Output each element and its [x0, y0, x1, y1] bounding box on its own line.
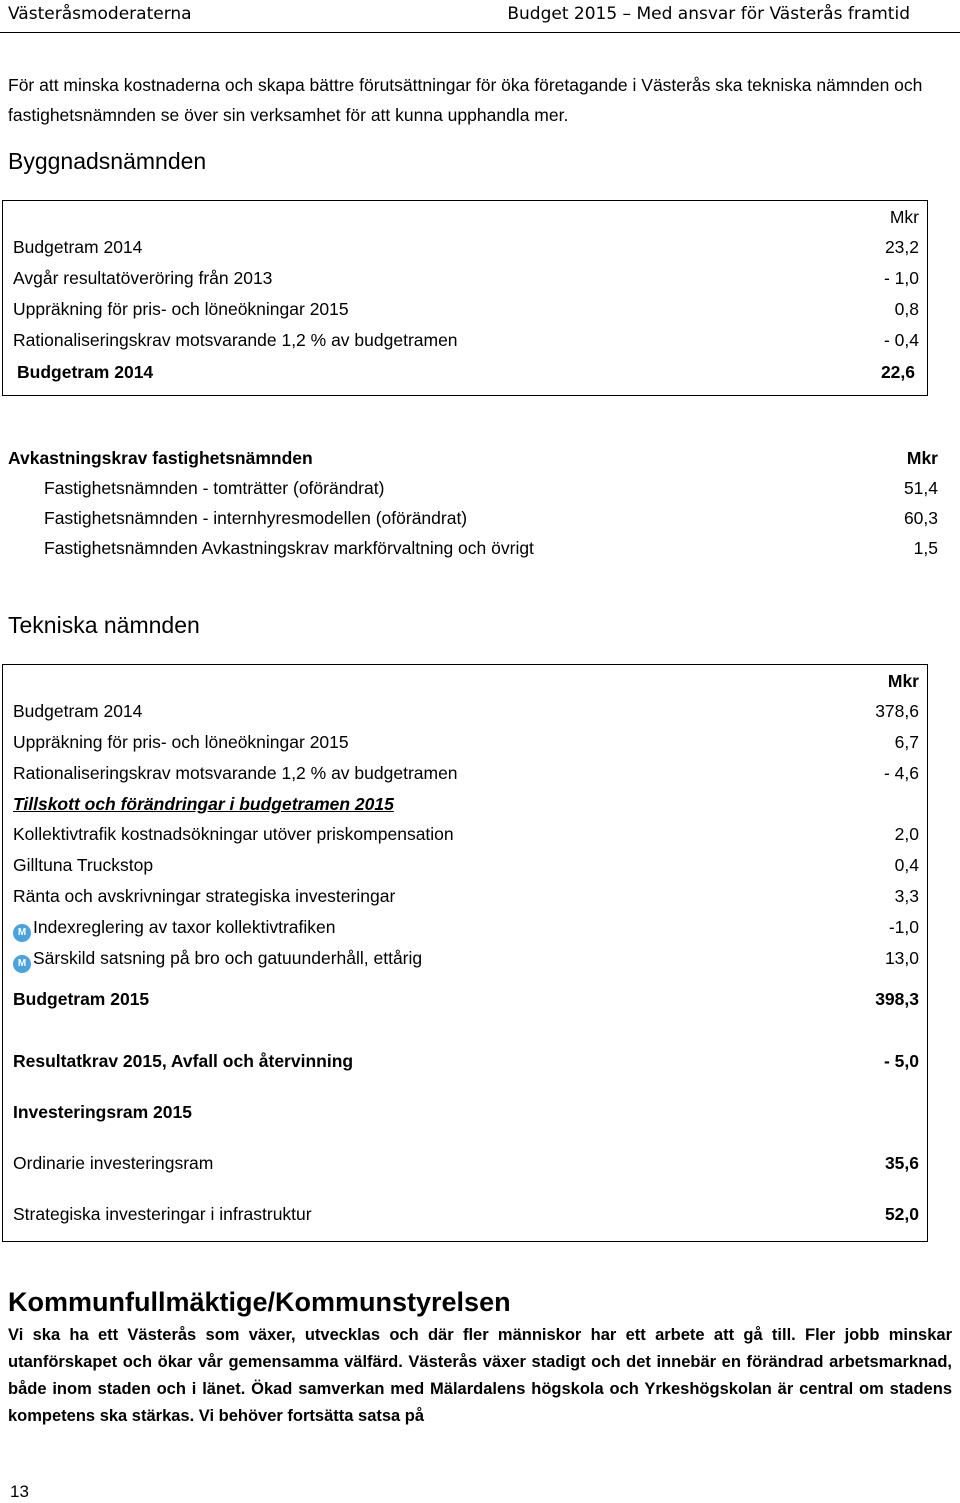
table-row [0, 508, 960, 538]
row-value: - 0,4 [883, 330, 919, 350]
tekn-result-row [3, 1051, 927, 1081]
row-label-text: Särskild satsning på bro och gatuunderhåll, ettårig [33, 948, 423, 968]
ks-paragraph: Vi ska ha ett Västerås som växer, utvecklas och där fler människor har ett arbete att gå till. Fler jobb minskar utanförskapet och ökar vår gemensamma välfärd. Västerås växer stadigt och det innebär en förändrad arbetsmarknad, både inom staden och i länet. Ökad samverkan med Mälardalens högskola och Yrkeshögskolan är central om stadens kompetens ska stärkas. Vi behöver fortsätta satsa på [8, 1326, 952, 1425]
row-value: 23,2 [884, 237, 919, 257]
row-value: 22,6 [880, 362, 915, 382]
row-label: Rationaliseringskrav motsvarande 1,2 % av budgetramen [13, 763, 458, 783]
row-value: 0,8 [894, 299, 919, 319]
table-row [3, 268, 927, 298]
table-row [3, 1204, 927, 1234]
table-row [3, 886, 927, 916]
table-row [3, 701, 927, 731]
page-number: 13 [10, 1482, 29, 1501]
header-left: Västeråsmoderaterna [8, 4, 192, 24]
row-label [13, 948, 422, 973]
row-label: Rationaliseringskrav motsvarande 1,2 % av budgetramen [13, 330, 458, 350]
tekn-table [2, 664, 928, 1242]
tekn-subheading: Tillskott och förändringar i budgetramen 2015 [13, 794, 394, 814]
row-label: Ordinarie investeringsram [13, 1153, 214, 1173]
row-label: Uppräkning för pris- och löneökningar 2015 [13, 299, 349, 319]
row-value: 398,3 [875, 989, 919, 1009]
row-value: 35,6 [884, 1153, 919, 1173]
row-value: - 1,0 [883, 268, 919, 288]
table-row [3, 824, 927, 854]
row-label: Gilltuna Truckstop [13, 855, 154, 875]
tekn-title: Tekniska nämnden [8, 612, 200, 638]
moderaterna-logo-icon: M [13, 955, 31, 973]
avk-unit: Mkr [906, 448, 938, 468]
row-value: 13,0 [884, 948, 919, 968]
row-label: Strategiska investeringar i infrastruktur [13, 1204, 312, 1224]
bygg-title: Byggnadsnämnden [8, 148, 207, 174]
header-right: Budget 2015 – Med ansvar för Västerås framtid [507, 4, 910, 24]
table-row [3, 330, 927, 360]
header-divider [0, 32, 960, 33]
table-row [3, 1153, 927, 1183]
tekn-unit: Mkr [887, 671, 919, 691]
tekn-total-row [3, 989, 927, 1019]
bygg-unit-row [3, 207, 927, 237]
row-value: 1,5 [913, 538, 938, 558]
table-row [3, 732, 927, 762]
ks-title: Kommunfullmäktige/Kommunstyrelsen [8, 1287, 511, 1317]
row-value: -1,0 [888, 917, 919, 937]
tekn-inv-title: Investeringsram 2015 [13, 1102, 192, 1122]
tekn-unit-row [3, 671, 927, 701]
row-label: Budgetram 2014 [17, 362, 154, 382]
row-value: 51,4 [903, 478, 938, 498]
row-label: Fastighetsnämnden - tomträtter (oförändrat) [44, 478, 385, 498]
row-label [13, 917, 336, 942]
row-label: Budgetram 2014 [13, 237, 143, 257]
row-value: 2,0 [894, 824, 919, 844]
row-label: Fastighetsnämnden - internhyresmodellen (oförändrat) [44, 508, 468, 528]
intro-paragraph: För att minska kostnaderna och skapa bättre förutsättningar för öka företagande i Västerås ska tekniska nämnden och fastighetsnämnden se över sin verksamhet för att kunna upphandla mer. [8, 75, 923, 125]
table-row [3, 763, 927, 793]
moderaterna-logo-icon: M [13, 924, 31, 942]
row-value: 0,4 [894, 855, 919, 875]
table-row [0, 538, 960, 568]
row-value: 3,3 [894, 886, 919, 906]
row-label: Avgår resultatöveröring från 2013 [13, 268, 273, 288]
row-value: 6,7 [894, 732, 919, 752]
bygg-unit: Mkr [889, 207, 919, 227]
row-label: Kollektivtrafik kostnadsökningar utöver priskompensation [13, 824, 454, 844]
table-row [0, 478, 960, 508]
avk-title: Avkastningskrav fastighetsnämnden [8, 448, 313, 468]
row-value: 60,3 [903, 508, 938, 528]
row-value: 52,0 [884, 1204, 919, 1224]
avk-header-row [0, 448, 960, 478]
row-value: 378,6 [875, 701, 919, 721]
row-value: - 4,6 [883, 763, 919, 783]
table-row [3, 237, 927, 267]
tekn-inv-title-row [3, 1102, 927, 1132]
table-row [3, 948, 927, 978]
row-label-text: Indexreglering av taxor kollektivtrafiken [33, 917, 336, 937]
table-row [3, 855, 927, 885]
tekn-subheading-row [3, 794, 927, 824]
row-value: - 5,0 [883, 1051, 919, 1071]
bygg-total-row [3, 362, 927, 392]
row-label: Resultatkrav 2015, Avfall och återvinning [13, 1051, 354, 1071]
bygg-table [2, 200, 928, 396]
row-label: Budgetram 2014 [13, 701, 143, 721]
row-label: Uppräkning för pris- och löneökningar 2015 [13, 732, 349, 752]
table-row [3, 299, 927, 329]
table-row [3, 917, 927, 947]
page-header [0, 2, 960, 28]
row-label: Budgetram 2015 [13, 989, 150, 1009]
row-label: Ränta och avskrivningar strategiska investeringar [13, 886, 396, 906]
row-label: Fastighetsnämnden Avkastningskrav markförvaltning och övrigt [44, 538, 534, 558]
